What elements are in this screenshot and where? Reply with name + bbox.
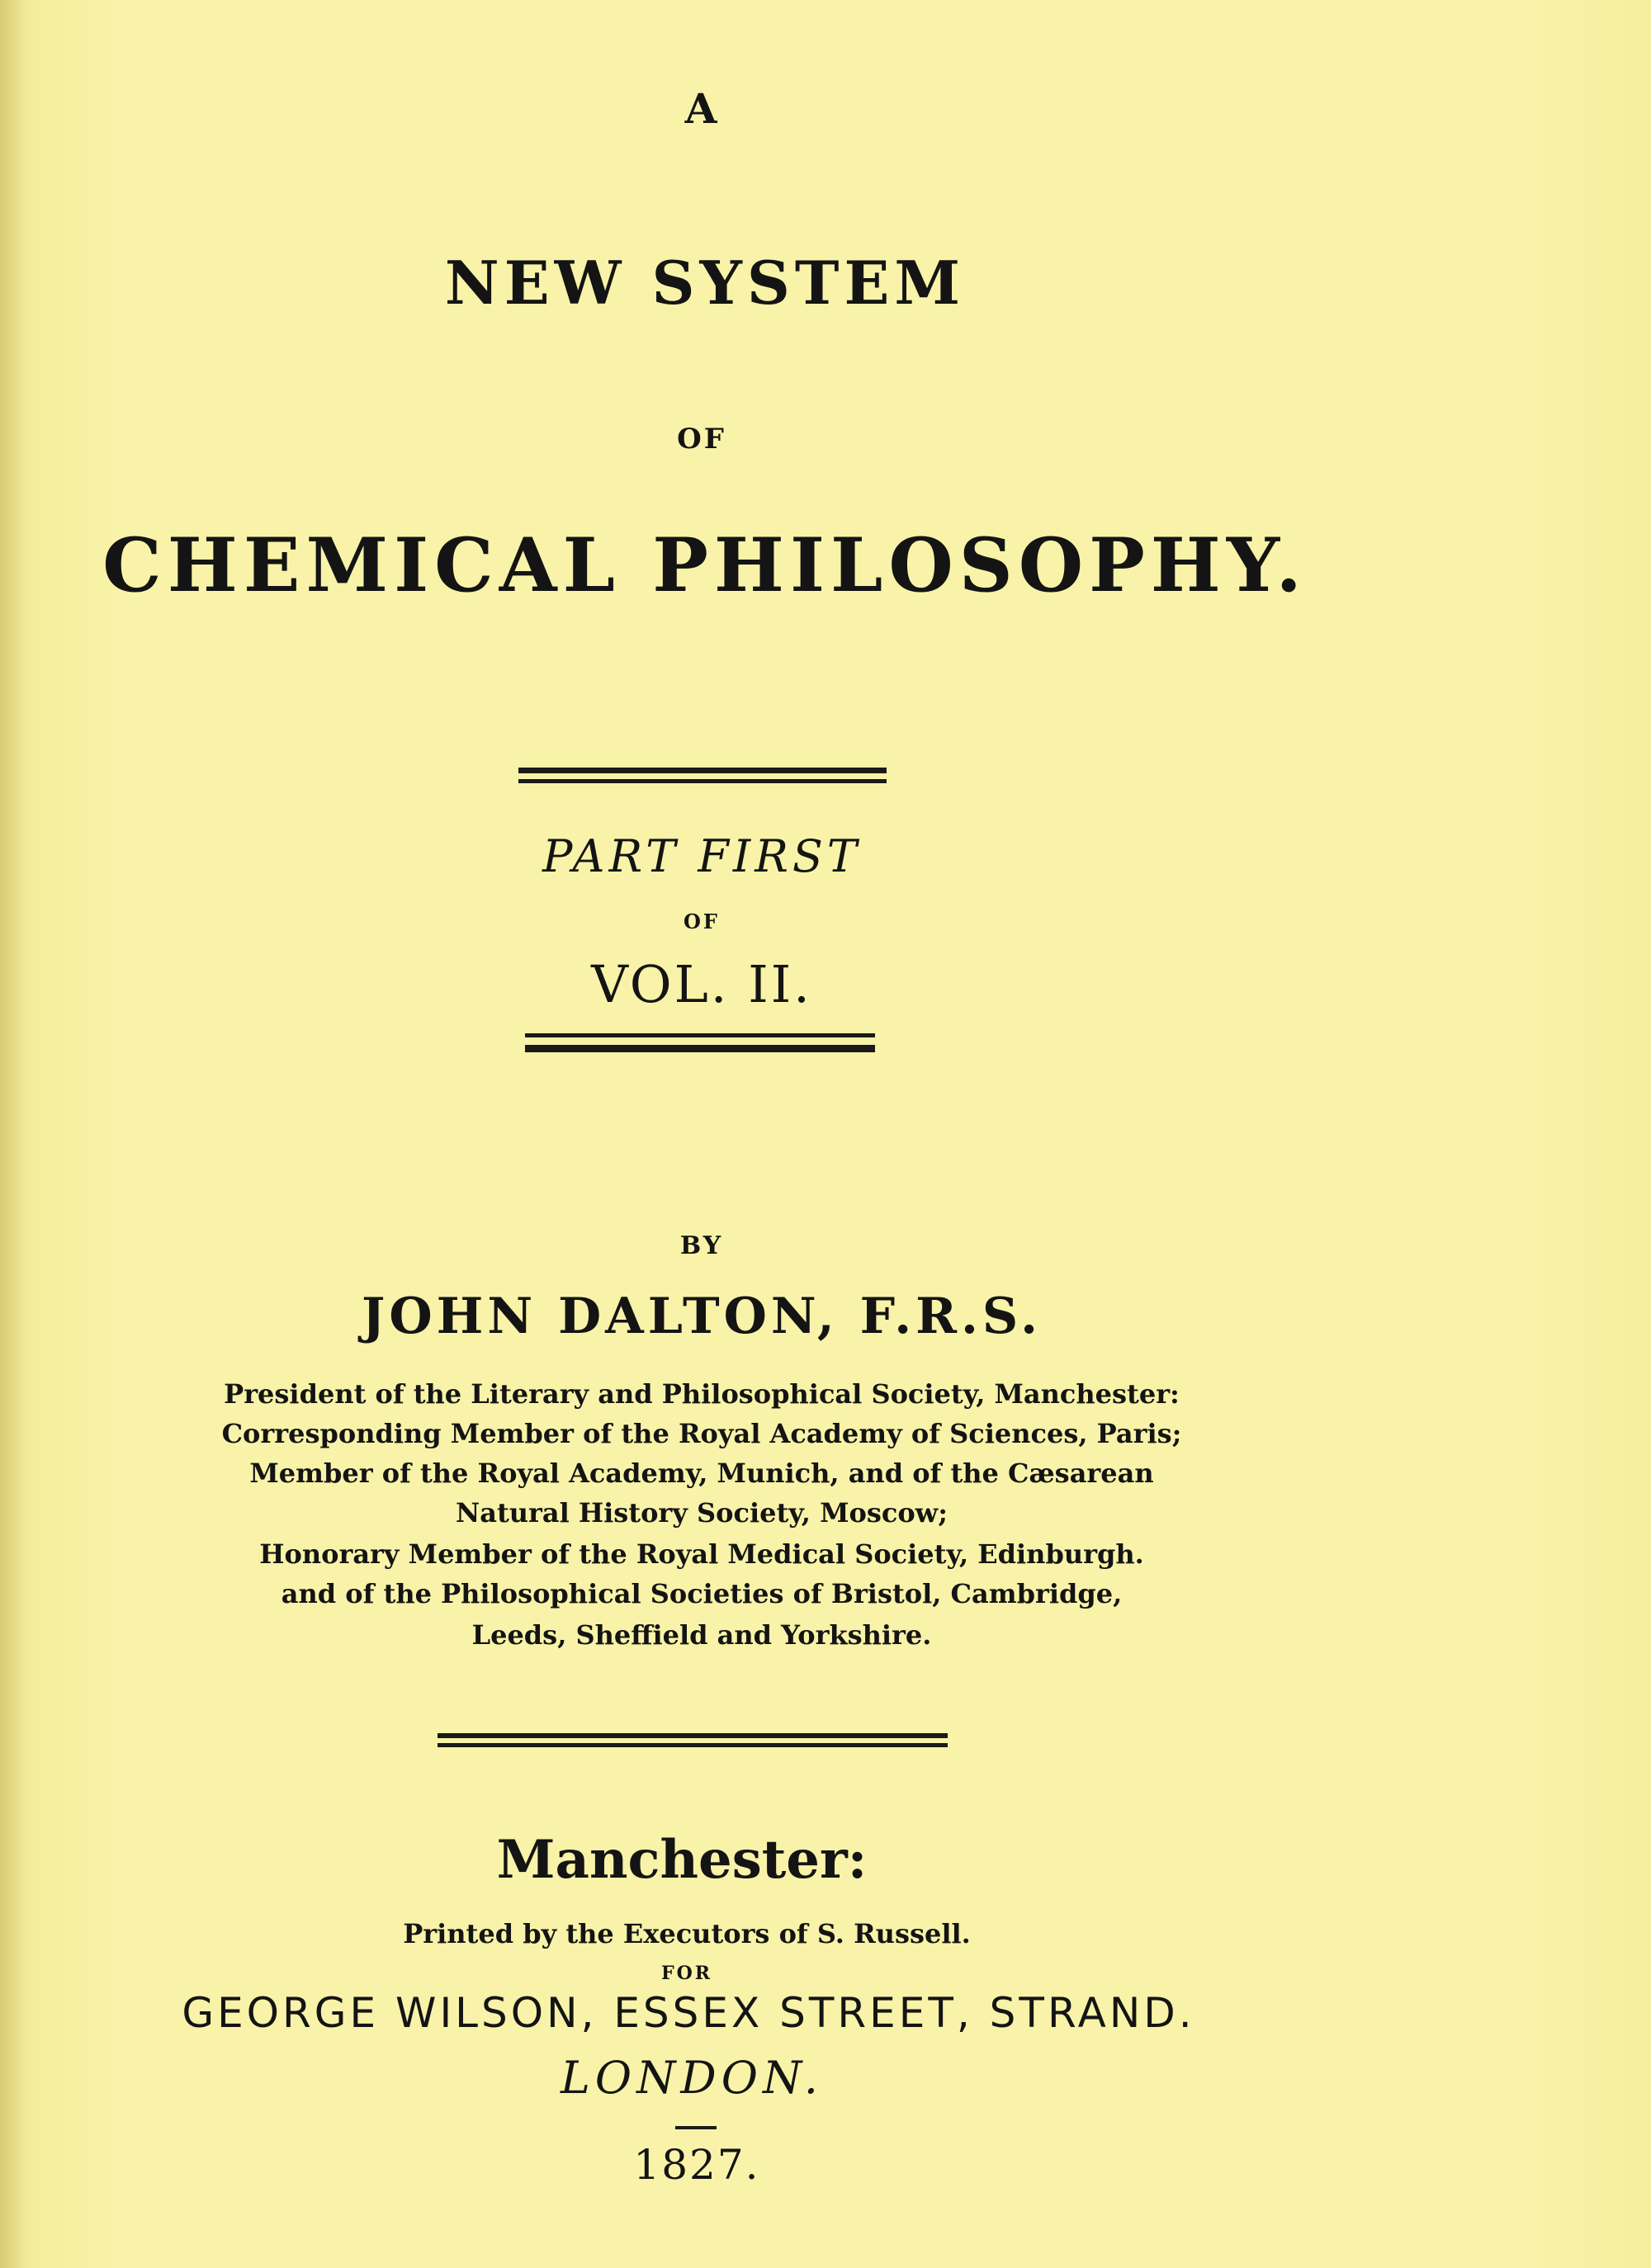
title-of: OF xyxy=(677,423,726,456)
volume-label: VOL. II. xyxy=(591,954,812,1014)
spine-shadow xyxy=(0,0,25,2268)
title-article: A xyxy=(684,84,719,133)
rule-thick-line xyxy=(438,1733,948,1738)
rule-thick-line xyxy=(518,768,887,773)
title-line-2: CHEMICAL PHILOSOPHY. xyxy=(102,522,1308,609)
title-line-1: NEW SYSTEM xyxy=(444,248,966,318)
credential-line: President of the Literary and Philosophical Society, Manchester: xyxy=(224,1378,1180,1410)
double-rule-middle xyxy=(525,1033,875,1061)
credential-line: Natural History Society, Moscow; xyxy=(455,1497,948,1529)
credential-line: Leeds, Sheffield and Yorkshire. xyxy=(471,1619,932,1651)
credential-line: Honorary Member of the Royal Medical Society, Edinburgh. xyxy=(259,1538,1144,1570)
credential-line: and of the Philosophical Societies of Bristol, Cambridge, xyxy=(281,1578,1123,1609)
imprint-printer: Printed by the Executors of S. Russell. xyxy=(403,1918,971,1949)
part-of: OF xyxy=(684,910,720,933)
rule-thin-line xyxy=(518,779,887,783)
double-rule-top xyxy=(518,768,887,792)
imprint-publisher: GEORGE WILSON, ESSEX STREET, STRAND. xyxy=(182,1989,1195,2037)
rule-thick-line xyxy=(525,1045,875,1052)
by-label: BY xyxy=(679,1231,724,1260)
part-label: PART FIRST xyxy=(542,830,861,882)
double-rule-bottom xyxy=(438,1733,948,1753)
credential-line: Corresponding Member of the Royal Academy of Sciences, Paris; xyxy=(221,1418,1182,1449)
rule-thin-line xyxy=(438,1743,948,1747)
author-name: JOHN DALTON, F.R.S. xyxy=(362,1288,1042,1345)
rule-thin-line xyxy=(525,1033,875,1037)
imprint-location: LONDON. xyxy=(561,2052,823,2104)
imprint-year: 1827. xyxy=(633,2141,760,2189)
imprint-for: FOR xyxy=(660,1963,713,1984)
year-dash xyxy=(675,2126,717,2129)
credential-line: Member of the Royal Academy, Munich, and of the Cæsarean xyxy=(249,1458,1154,1489)
imprint-city: Manchester: xyxy=(496,1829,868,1891)
